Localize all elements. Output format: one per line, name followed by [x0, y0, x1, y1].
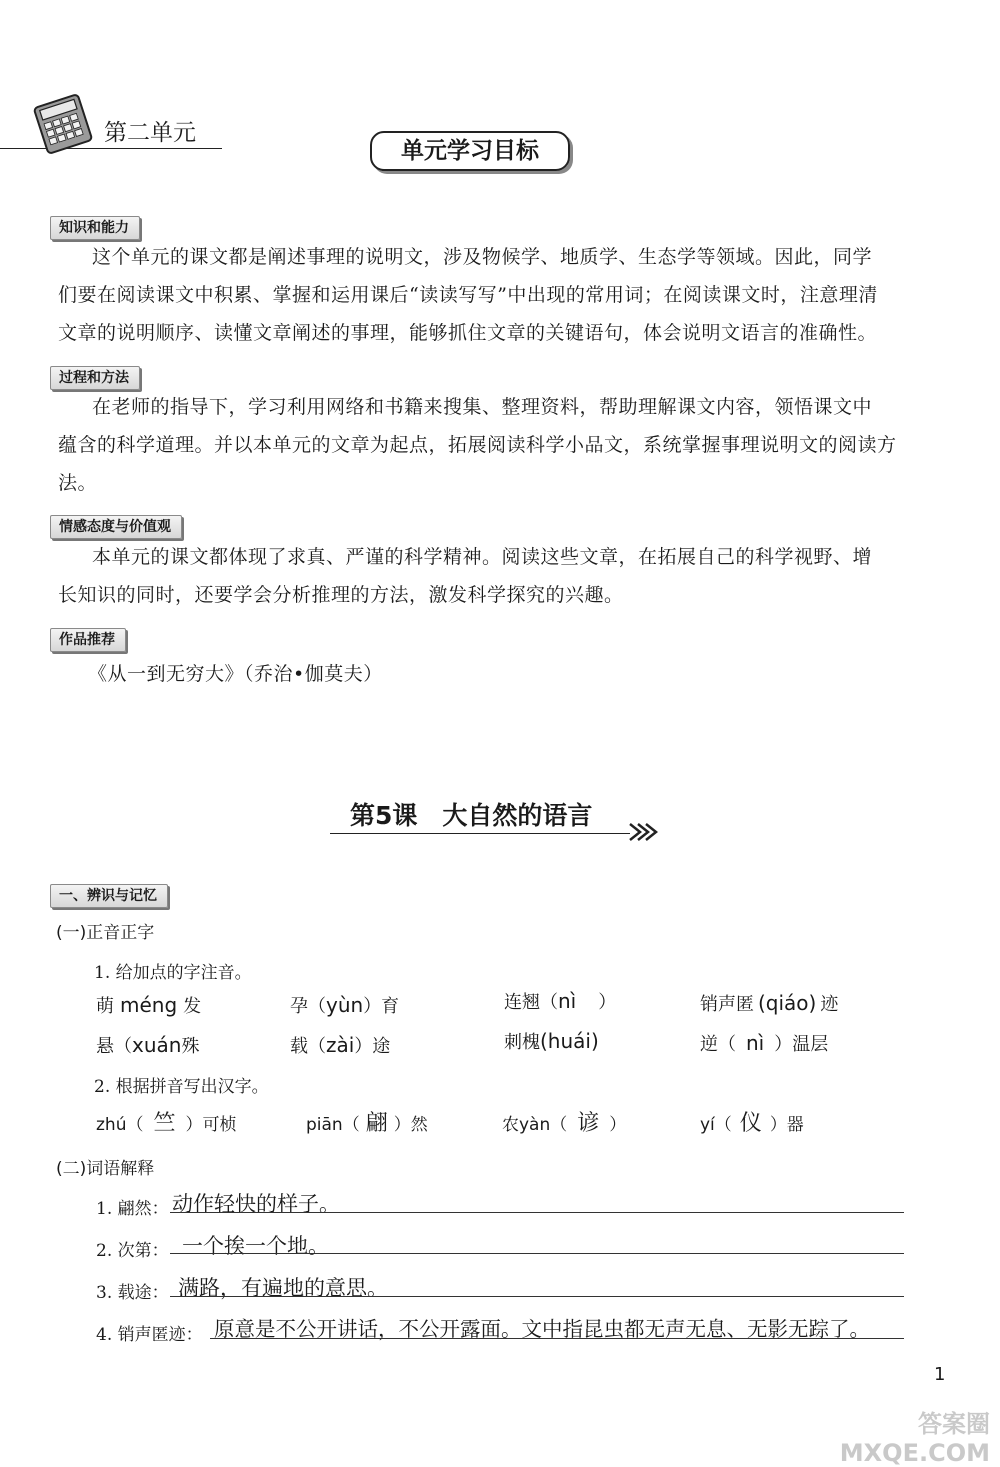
hanzi-item: zhú（ 竺 ）可桢: [96, 1111, 237, 1136]
handwritten-answer: (qiáo): [758, 991, 817, 1015]
pinyin-item: 孕（yùn）育: [290, 993, 400, 1017]
pinyin-item: 逆（ nì ）温层: [700, 1031, 829, 1055]
handwritten-answer: nì: [746, 1031, 765, 1055]
section-tag-attitude: 情感态度与价值观: [50, 515, 182, 539]
pinyin-item: 连翘（nì ）: [504, 989, 617, 1013]
unit-label: 第二单元: [104, 120, 196, 146]
knowledge-text: [58, 238, 938, 352]
text-line: 在老师的指导下，学习利用网络和书籍来搜集、整理资料，帮助理解课文内容，领悟课文中: [92, 396, 873, 418]
handwritten-answer: 翩: [365, 1111, 388, 1136]
definition-answer: 动作轻快的样子。: [172, 1192, 340, 1216]
pinyin-item: 萌 méng 发: [96, 993, 202, 1017]
definition-answer: 原意是不公开讲话，不公开露面。文中指昆虫都无声无息、无影无踪了。: [214, 1317, 870, 1341]
definition-answer: 一个挨一个地。: [182, 1234, 329, 1258]
pinyin-item: 刺槐(huái): [504, 1029, 599, 1053]
part-tag-recognition: 一、辨识与记忆: [50, 884, 168, 908]
hanzi-item: 农yàn（ 谚 ）: [502, 1111, 627, 1136]
text-line: 们要在阅读课文中积累、掌握和运用课后“读读写写”中出现的常用词；在阅读课文时，注意理清: [58, 284, 878, 306]
subsection-pronunciation: (一)正音正字: [56, 923, 155, 943]
hanzi-item: piān（ 翩 ）然: [306, 1111, 428, 1136]
pinyin-item: 销声匿 (qiáo) 迹: [700, 991, 839, 1015]
text-line: 蕴含的科学道理。并以本单元的文章为起点，拓展阅读科学小品文，系统掌握事理说明文的阅读方: [58, 434, 897, 456]
process-text: [58, 388, 938, 502]
handwritten-answer: nì: [558, 989, 577, 1013]
definition-label: 4. 销声匿迹：: [96, 1325, 203, 1345]
hanzi-item: yí（ 仪 ）器: [700, 1111, 804, 1136]
page-number: 1: [934, 1364, 946, 1385]
arrow-decoration-icon: [628, 820, 662, 848]
handwritten-answer: méng: [120, 993, 178, 1017]
handwritten-answer: 谚: [577, 1111, 600, 1136]
handwritten-answer: yùn: [326, 993, 364, 1017]
question-1: 1. 给加点的字注音。: [94, 963, 252, 983]
goals-title-text: 单元学习目标: [401, 138, 539, 164]
attitude-text: [58, 538, 938, 614]
text-line: 本单元的课文都体现了求真、严谨的科学精神。阅读这些文章，在拓展自己的科学视野、增: [92, 546, 873, 568]
goals-title: [370, 131, 570, 171]
recommended-work: 《从一到无穷大》（乔治•伽莫夫）: [88, 663, 383, 685]
text-line: 这个单元的课文都是阐述事理的说明文，涉及物候学、地质学、生态学等领域。因此，同学: [92, 246, 873, 268]
definition-label: 3. 载途：: [96, 1283, 169, 1303]
subsection-definitions: (二)词语解释: [56, 1159, 155, 1179]
answer-line: [170, 1212, 904, 1213]
lesson-title: 第5课 大自然的语言: [350, 801, 593, 830]
handwritten-answer: 仪: [739, 1111, 762, 1136]
answer-line: [210, 1338, 904, 1339]
calculator-icon: [28, 92, 98, 156]
text-line: 长知识的同时，还要学会分析推理的方法，激发科学探究的兴趣。: [58, 584, 624, 606]
handwritten-answer: zài: [326, 1033, 355, 1057]
handwritten-answer: (huái): [540, 1029, 599, 1053]
pinyin-item: 悬（xuán殊: [96, 1033, 200, 1057]
answer-line: [170, 1253, 904, 1254]
section-tag-process: 过程和方法: [50, 366, 140, 390]
text-line: 文章的说明顺序、读懂文章阐述的事理，能够抓住文章的关键语句，体会说明文语言的准确性。: [58, 322, 878, 344]
question-2: 2. 根据拼音写出汉字。: [94, 1077, 269, 1097]
section-tag-knowledge: 知识和能力: [50, 216, 140, 240]
definition-answer: 满路，有遍地的意思。: [178, 1276, 388, 1300]
lesson-title-underline: [330, 833, 630, 834]
handwritten-answer: 竺: [153, 1111, 176, 1136]
pinyin-item: 载（zài）途: [290, 1033, 391, 1057]
section-tag-works: 作品推荐: [50, 628, 126, 652]
answer-line: [170, 1296, 904, 1297]
text-line: 法。: [58, 472, 98, 494]
handwritten-answer: xuán: [132, 1033, 182, 1057]
definition-label: 1. 翩然：: [96, 1199, 169, 1219]
watermark: 答案圈 MXQE.COM: [839, 1410, 990, 1467]
definition-label: 2. 次第：: [96, 1241, 169, 1261]
